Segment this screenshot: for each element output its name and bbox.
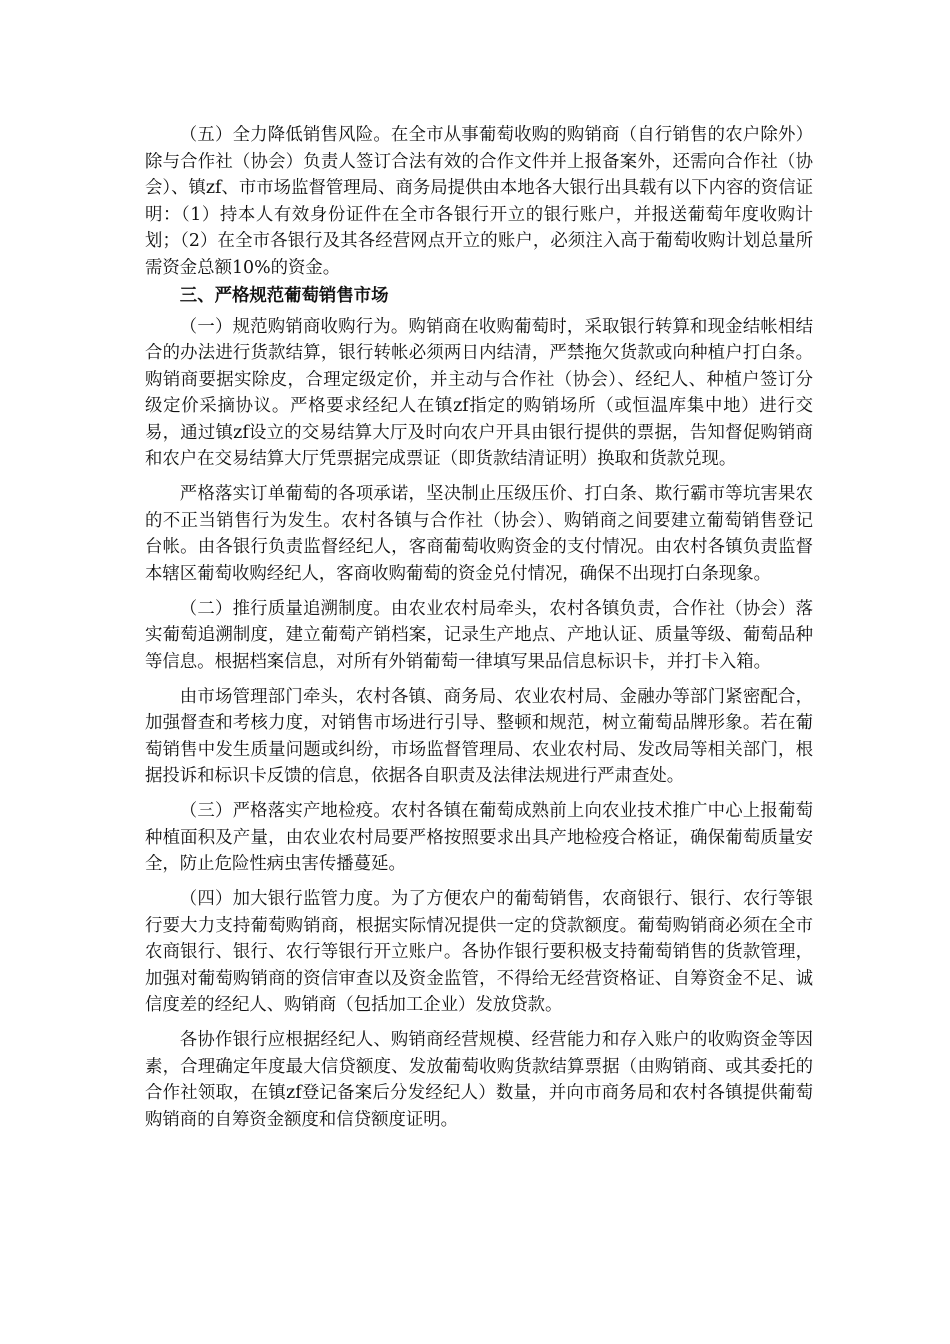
document-body [145, 122, 813, 1142]
paragraph-origin-quarantine: （三）严格落实产地检疫。农村各镇在葡萄成熟前上向农业技术推广中心上报葡萄种植面积及产量，由农业农村局要严格按照要求出具产地检疫合格证，确保葡萄质量安全，防止危险性病虫害传播蔓延。 [145, 801, 813, 874]
paragraph-credit-limits: 各协作银行应根据经纪人、购销商经营规模、经营能力和存入账户的收购资金等因素，合理确定年度最大信贷额度、发放葡萄收购货款结算票据（由购销商、或其委托的合作社领取，在镇zf登记备案后分发经纪人）数量，并向市商务局和农村各镇提供葡萄购销商的自筹资金额度和信贷额度证明。 [145, 1030, 813, 1130]
section-heading-market-regulation: 三、严格规范葡萄销售市场 [179, 286, 389, 306]
paragraph-purchase-behavior: （一）规范购销商收购行为。购销商在收购葡萄时，采取银行转算和现金结帐相结合的办法进行货款结算，银行转帐必须两日内结清，严禁拖欠货款或向种植户打白条。购销商要据实除皮，合理定级定价，并主动与合作社（协会）、经纪人、种植户签订分级定价采摘协议。严格要求经纪人在镇zf指定的购销场所（或恒温库集中地）进行交易，通过镇zf设立的交易结算大厅及时向农户开具由银行提供的票据，告知督促购销商和农户在交易结算大厅凭票据完成票证（即货款结清证明）换取和货款兑现。 [145, 316, 813, 469]
paragraph-quality-traceability: （二）推行质量追溯制度。由农业农村局牵头，农村各镇负责，合作社（协会）落实葡萄追溯制度，建立葡萄产销档案，记录生产地点、产地认证、质量等级、葡萄品种等信息。根据档案信息，对所有外销葡萄一律填写果品信息标识卡，并打卡入箱。 [145, 598, 813, 672]
paragraph-risk-reduction: （五）全力降低销售风险。在全市从事葡萄收购的购销商（自行销售的农户除外）除与合作社（协会）负责人签订合法有效的合作文件并上报备案外，还需向合作社（协会）、镇zf、市市场监督管理局、商务局提供由本地各大银行出具载有以下内容的资信证明：（1）持本人有效身份证件在全市各银行开立的银行账户，并报送葡萄年度收购计划；（2）在全市各银行及其各经营网点开立的账户，必须注入高于葡萄收购计划总量所需资金总额10%的资金。 [145, 125, 813, 278]
paragraph-bank-supervision: （四）加大银行监管力度。为了方便农户的葡萄销售，农商银行、银行、农行等银行要大力支持葡萄购销商，根据实际情况提供一定的贷款额度。葡萄购销商必须在全市农商银行、银行、农行等银行开立账户。各协作银行要积极支持葡萄销售的货款管理，加强对葡萄购销商的资信审查以及资金监管，不得给无经营资格证、自筹资金不足、诚信度差的经纪人、购销商（包括加工企业）发放贷款。 [145, 889, 813, 1015]
paragraph-market-supervision: 由市场管理部门牵头，农村各镇、商务局、农业农村局、金融办等部门紧密配合，加强督查和考核力度，对销售市场进行引导、整顿和规范，树立葡萄品牌形象。若在葡萄销售中发生质量问题或纠纷，市场监督管理局、农业农村局、发改局等相关部门，根据投诉和标识卡反馈的信息，依据各自职责及法律法规进行严肃查处。 [145, 686, 813, 786]
paragraph-order-commitments: 严格落实订单葡萄的各项承诺，坚决制止压级压价、打白条、欺行霸市等坑害果农的不正当销售行为发生。农村各镇与合作社（协会）、购销商之间要建立葡萄销售登记台帐。由各银行负责监督经纪人，客商葡萄收购资金的支付情况。由农村各镇负责监督本辖区葡萄收购经纪人，客商收购葡萄的资金兑付情况，确保不出现打白条现象。 [145, 484, 813, 584]
